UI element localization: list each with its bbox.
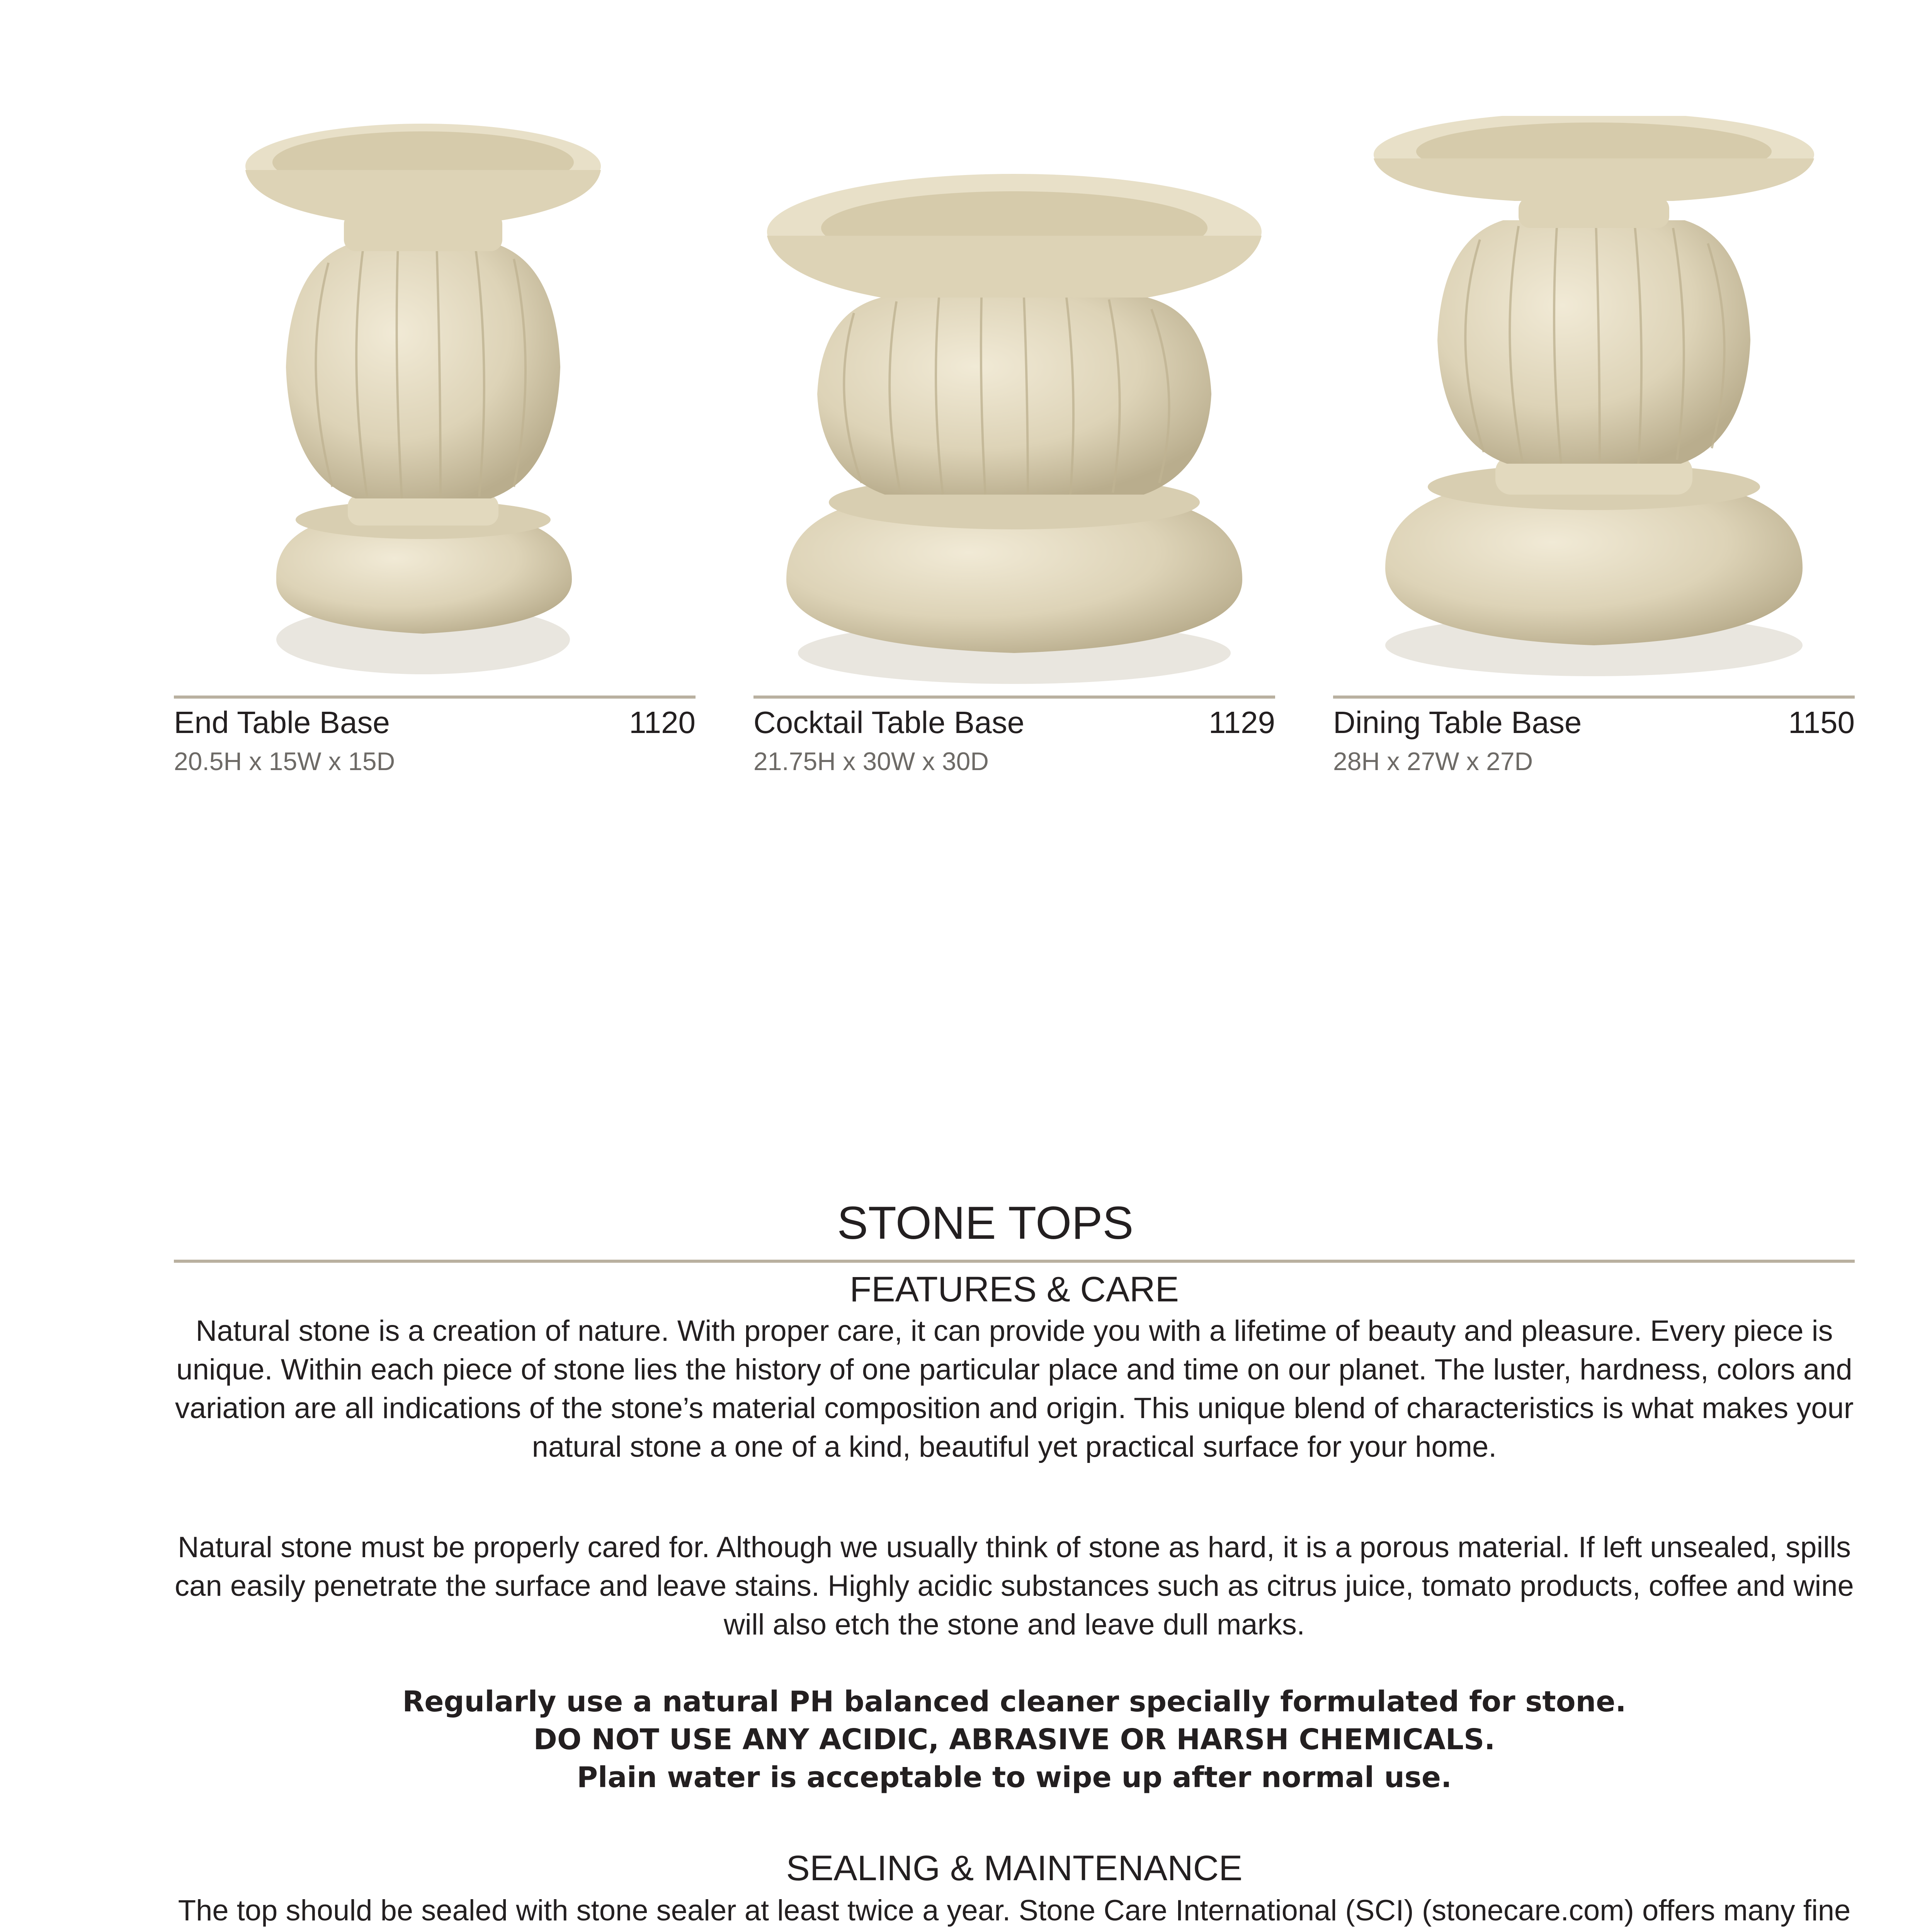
- product-divider: [174, 696, 696, 699]
- features-paragraph: Natural stone is a creation of nature. With proper care, it can provide you with a lifetime of beauty and pleasure. Every piece is unique. Within each piece of stone lies the history of one particular place and time on our planet. The luster, hardness, colors and variation are all indications of the stone’s material composition and origin. This unique blend of characteristics is what makes your natural stone a one of a kind, beautiful yet practical surface for your home.: [175, 1315, 1854, 1463]
- care-warning-line: Plain water is acceptable to wipe up after normal use.: [577, 1761, 1452, 1794]
- sealing-heading: SEALING & MAINTENANCE: [786, 1849, 1243, 1888]
- section-divider: [174, 1260, 1855, 1263]
- sealing-paragraph: The top should be sealed with stone sealer at least twice a year. Stone Care International (SCI) (stonecare.com) offers many fine: [178, 1894, 1851, 1927]
- product-dimensions: 21.75H x 30W x 30D: [753, 747, 989, 776]
- product-photo: [174, 116, 696, 688]
- care-warning-line: Regularly use a natural PH balanced cleaner specially formulated for stone.: [402, 1685, 1626, 1718]
- product-card-dining-table: [1333, 116, 1855, 776]
- product-dimensions: 28H x 27W x 27D: [1333, 747, 1533, 776]
- dining-table-base-image: [1333, 116, 1855, 688]
- product-code: 1150: [1788, 705, 1855, 740]
- product-dimensions: 20.5H x 15W x 15D: [174, 747, 395, 776]
- section-title: STONE TOPS: [837, 1197, 1134, 1249]
- care-paragraph: Natural stone must be properly cared for. Although we usually think of stone as hard, it is a porous material. If left unsealed, spills can easily penetrate the surface and leave stains. Highly acidic substances such as citrus juice, tomato products, coffee and wine will also etch the stone and leave dull marks.: [175, 1531, 1854, 1641]
- product-code: 1120: [629, 705, 696, 740]
- product-code: 1129: [1208, 705, 1275, 740]
- product-photo: [753, 116, 1275, 688]
- product-divider: [753, 696, 1275, 699]
- cocktail-table-base-image: [753, 116, 1275, 688]
- product-card-cocktail-table: [753, 116, 1275, 776]
- product-photo: [1333, 116, 1855, 688]
- product-name: Cocktail Table Base: [753, 705, 1025, 740]
- product-name: End Table Base: [174, 705, 390, 740]
- care-warning-line: DO NOT USE ANY ACIDIC, ABRASIVE OR HARSH CHEMICALS.: [533, 1723, 1495, 1756]
- product-card-end-table: [174, 116, 696, 776]
- end-table-base-image: [174, 116, 696, 688]
- product-name: Dining Table Base: [1333, 705, 1582, 740]
- features-heading: FEATURES & CARE: [850, 1270, 1179, 1309]
- product-divider: [1333, 696, 1855, 699]
